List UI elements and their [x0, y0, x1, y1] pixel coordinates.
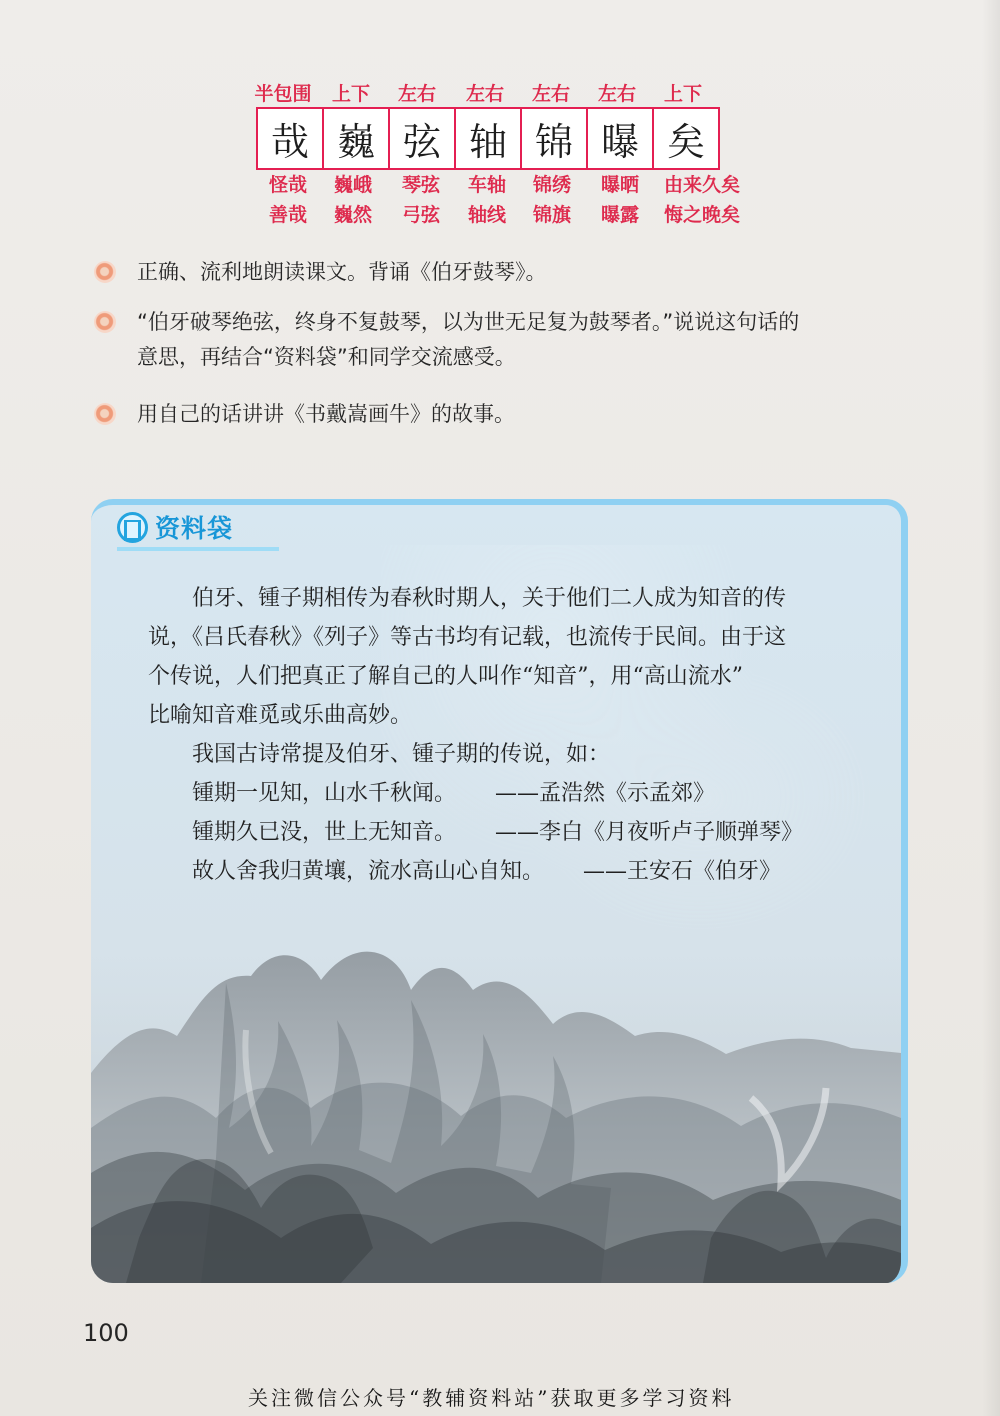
page-number: 100 [83, 1319, 129, 1347]
vocabulary-word: 弓弦 [401, 204, 440, 226]
information-panel-title: 资料袋 [155, 514, 234, 543]
mountain-landscape-illustration [91, 908, 901, 1283]
exercise-text [137, 305, 897, 375]
vocabulary-word: 怪哉 [268, 174, 307, 196]
vocabulary-row-1 [253, 171, 773, 199]
poem-source: ——李白《月夜听卢子顺弹琴》 [495, 820, 804, 845]
exercise-line: 用自己的话讲讲《书戴嵩画牛》的故事。 [137, 402, 515, 426]
structure-label: 左右 [465, 83, 504, 105]
new-characters-grid [256, 107, 720, 170]
exercise-text [137, 397, 897, 432]
book-icon [117, 512, 148, 543]
poem-quote [148, 813, 868, 852]
vocabulary-word: 车轴 [467, 174, 506, 196]
info-paragraph-line: 我国古诗常提及伯牙、锺子期的传说，如： [192, 742, 611, 767]
poem-source: ——孟浩然《示孟郊》 [495, 781, 716, 806]
character-cell: 轴 [456, 109, 522, 168]
exercise-bullet-icon [94, 403, 116, 425]
exercise-line: 意思，再结合“资料袋”和同学交流感受。 [137, 345, 516, 369]
vocabulary-word: 由来久矣 [663, 174, 740, 196]
exercise-bullet-icon [94, 261, 116, 283]
character-structure-labels [253, 82, 723, 106]
exercise-bullet-icon [94, 311, 116, 333]
poem-quote [148, 852, 868, 891]
vocabulary-word: 曝晒 [600, 174, 639, 196]
vocabulary-word: 轴线 [467, 204, 506, 226]
information-panel-heading [117, 507, 279, 551]
character-cell: 巍 [324, 109, 390, 168]
poem-source: ——王安石《伯牙》 [583, 859, 782, 884]
structure-label: 半包围 [254, 83, 312, 105]
poem-line: 锺期久已没，世上无知音。 [192, 820, 457, 845]
character-cell: 弦 [390, 109, 456, 168]
info-paragraph-line: 个传说，人们把真正了解自己的人叫作“知音”，用“高山流水” [148, 664, 743, 689]
exercise-line: “伯牙破琴绝弦，终身不复鼓琴，以为世无足复为鼓琴者。”说说这句话的 [137, 310, 800, 334]
info-paragraph-line: 伯牙、锺子期相传为春秋时期人，关于他们二人成为知音的传 [192, 586, 787, 611]
exercise-line: 正确、流利地朗读课文。背诵《伯牙鼓琴》。 [137, 260, 547, 284]
information-panel [91, 499, 908, 1283]
structure-label: 左右 [531, 83, 570, 105]
info-paragraph-line: 比喻知音难觅或乐曲高妙。 [148, 703, 413, 728]
vocabulary-word: 巍峨 [333, 174, 372, 196]
structure-label: 左右 [597, 83, 636, 105]
character-cell: 锦 [522, 109, 588, 168]
structure-label: 上下 [663, 83, 702, 105]
character-cell: 哉 [258, 109, 324, 168]
vocabulary-word: 曝露 [600, 204, 639, 226]
vocabulary-word: 巍然 [333, 204, 372, 226]
character-cell: 矣 [666, 120, 705, 164]
info-paragraph-line: 说，《吕氏春秋》《列子》等古书均有记载，也流传于民间。由于这 [148, 625, 787, 650]
vocabulary-word: 琴弦 [401, 174, 440, 196]
vocabulary-row-2 [253, 201, 773, 229]
vocabulary-word: 锦绣 [532, 174, 571, 196]
vocabulary-word: 锦旗 [532, 204, 571, 226]
footer-note: 关注微信公众号“教辅资料站”获取更多学习资料 [248, 1386, 735, 1410]
structure-label: 左右 [397, 83, 436, 105]
vocabulary-word: 悔之晚矣 [663, 204, 740, 226]
vocabulary-word: 善哉 [268, 204, 307, 226]
page-edge-shadow [982, 0, 1000, 1416]
poem-line: 故人舍我归黄壤，流水高山心自知。 [192, 859, 545, 884]
character-cell: 曝 [588, 109, 654, 168]
information-text [148, 579, 868, 891]
exercise-text [137, 255, 897, 290]
poem-line: 锺期一见知，山水千秋闻。 [192, 781, 457, 806]
poem-quote [148, 774, 868, 813]
structure-label: 上下 [331, 83, 370, 105]
